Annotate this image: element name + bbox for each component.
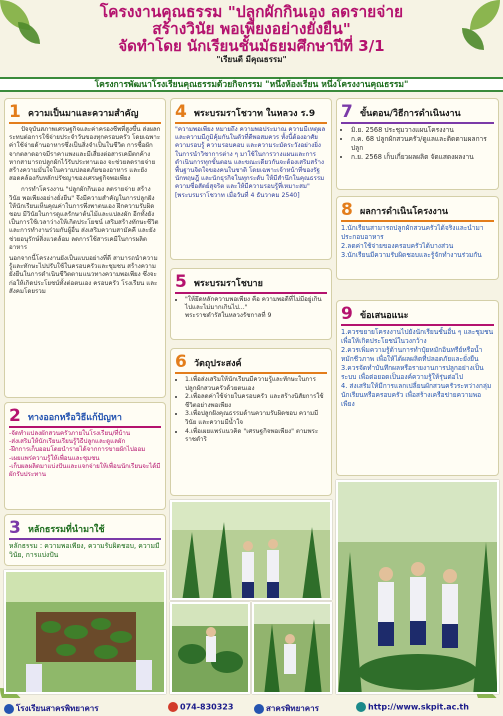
section-number: 9	[341, 304, 353, 324]
class-name: "เรียนดี มีคุณธรรม"	[216, 55, 287, 64]
section-title: ข้อเสนอแนะ	[359, 310, 409, 321]
list-item: -ส่งเสริมให้นักเรียนเรียนรู้วิธีปลูกและดูแลผัก	[9, 438, 126, 446]
list-item: • 2.เพื่อลดค่าใช้จ่ายในครอบครัว และสร้างนิสัยการใช้ชีวิตอย่างพอเพียง	[185, 393, 327, 410]
section-source: [พระบรมราโชวาท เมื่อวันที่ 4 ธันวาคม 2540]	[175, 191, 300, 199]
section-number: 7	[341, 102, 353, 122]
section-8	[336, 196, 499, 280]
section-title: พระบรมราโชวาท ในหลวง ร.9	[193, 108, 316, 119]
garden-photo	[170, 602, 250, 694]
section-title: วัตถุประสงค์	[193, 358, 242, 369]
list-item: 1.ควรขยายโครงงานไปยังนักเรียนชั้นอื่น ๆ และชุมชน เพื่อให้เกิดประโยชน์ในวงกว้าง	[341, 328, 494, 345]
section-number: 6	[175, 352, 187, 372]
globe-icon	[356, 702, 366, 712]
section-number: 2	[9, 406, 21, 426]
list-item: • 1.เพื่อส่งเสริมให้นักเรียนมีความรู้และทักษะในการปลูกผักสวนครัวด้วยตนเอง	[185, 376, 327, 393]
location-icon	[4, 704, 14, 714]
section-number: 5	[175, 272, 187, 292]
section-number: 4	[175, 102, 187, 122]
list-item: 3.ควรจัดทำบันทึกผลหรือรายงานการปลูกอย่างเป็นระบบ เพื่อต่อยอดเป็นองค์ความรู้ให้รุ่นต่อไป	[341, 364, 484, 381]
section-title: ผลการดำเนินโครงงาน	[359, 206, 449, 217]
section-9	[336, 300, 499, 476]
section-6	[170, 348, 332, 496]
list-item: -เก็บผลผลิตมาแบ่งปันและแจกจ่ายให้เพื่อนนักเรียนจะได้มีผักรับประทาน	[9, 462, 161, 479]
list-item: • 4.เพื่อเผยแพร่แนวคิด "เศรษฐกิจพอเพียง" ตามพระราชดำริ	[185, 428, 327, 445]
title-line-3: จัดทำโดย นักเรียนชั้นมัธยมศึกษาปีที่ 3/1	[118, 37, 385, 55]
footer-phone: 074-830323	[168, 702, 233, 712]
list-item: 3.นักเรียนมีความรับผิดชอบและรู้จักทำงานร่วมกัน	[341, 251, 482, 259]
section-title: ขั้นตอน/วิธีการดำเนินงาน	[359, 108, 461, 119]
project-bar: โครงการพัฒนาโรงเรียนคุณธรรมด้วยกิจกรรม "หนึ่งห้องเรียน หนึ่งโครงงานคุณธรรม"	[0, 77, 503, 92]
section-1	[4, 98, 166, 398]
students-photo	[336, 480, 499, 694]
section-body: "ความพอเพียง หมายถึง ความพอประมาณ ความมีเหตุผล และความมีภูมิคุ้มกันในตัวที่ดีพอสมควร ทั้งนี้ต้องอาศัยความรอบรู้ ความรอบคอบ และความระมัดระวังอย่างยิ่งในการนำวิชาการต่าง ๆ มาใช้ในการวางแผนและการดำเนินการทุกขั้นตอน และขณะเดียวกันจะต้องเสริมสร้างพื้นฐานจิตใจของคนในชาติ โดยเฉพาะเจ้าหน้าที่ของรัฐ นักทฤษฎี และนักธุรกิจในทุกระดับ ให้มีสำนึกในคุณธรรม ความซื่อสัตย์สุจริต และให้มีความรอบรู้ที่เหมาะสม"	[175, 126, 326, 191]
section-7	[336, 98, 499, 190]
list-item: • มิ.ย. 2568 ประชุมวางแผนโครงงาน	[351, 126, 494, 135]
list-item: -จัดทำแปลงผักสวนครัวภายในโรงเรียน/ที่บ้าน	[9, 430, 131, 437]
footer-website[interactable]: http://www.skpit.ac.th	[356, 702, 469, 712]
section-body: การทำโครงงาน "ปลูกผักกินเอง ลดรายจ่าย สร้างวินัย พอเพียงอย่างยั่งยืน" จึงมีความสำคัญในการปลูกฝังให้นักเรียนเห็นคุณค่าในการพึ่งพาตนเอง ฝึกความรับผิดชอบ มีวินัยในการดูแลรักษาต้นไม้และแปลงผัก อีกทั้งยังเป็นการใช้เวลาว่างให้เกิดประโยชน์ เสริมสร้างทักษะชีวิตและการทำงานร่วมกับผู้อื่น ส่งเสริมความสามัคคี และยังช่วยอนุรักษ์สิ่งแวดล้อม ลดการใช้สารเคมีในการผลิตอาหาร	[9, 186, 159, 251]
facebook-icon	[254, 704, 264, 714]
section-2	[4, 402, 166, 510]
phone-icon	[168, 702, 178, 712]
students-photo	[170, 500, 332, 600]
quote: • "ให้ยึดหลักความพอเพียง คือ ความพอดีที่ไม่มีอยู่เกินไปและไม่มากเกินไป..."	[185, 296, 327, 312]
list-item: -เผยแพร่ความรู้ให้เพื่อนและชุมชน	[9, 454, 100, 462]
section-5	[170, 268, 332, 340]
list-item: • 3.เพื่อปลูกฝังคุณธรรมด้านความรับผิดชอบ ความมีวินัย และความมีน้ำใจ	[185, 410, 327, 427]
section-title: ความเป็นมาและความสำคัญ	[27, 108, 139, 119]
list-item: • ก.ย. 2568 เก็บเกี่ยวผลผลิต จัดแสดงผลงาน	[351, 153, 494, 162]
garden-photo	[252, 602, 332, 694]
section-title: พระบรมราโชบาย	[193, 278, 263, 289]
title-line-1: โครงงานคุณธรรม "ปลูกผักกินเอง ลดรายจ่าย	[99, 3, 404, 21]
section-source: พระราชดำรัสในหลวงรัชกาลที่ 9	[185, 312, 272, 320]
section-title: หลักธรรมที่นำมาใช้	[27, 524, 105, 535]
list-item: 2.ลดค่าใช้จ่ายของครอบครัวได้บางส่วน	[341, 242, 454, 250]
section-number: 1	[9, 102, 21, 122]
garden-photo	[4, 570, 166, 694]
list-item: 4. ส่งเสริมให้มีการแลกเปลี่ยนผักสวนครัวระหว่างกลุ่มนักเรียนหรือครอบครัว เพื่อสร้างเครือข่ายความพอเพียง	[341, 382, 492, 408]
footer	[0, 698, 503, 716]
list-item: 1.นักเรียนสามารถปลูกผักสวนครัวได้จริงและนำมาประกอบอาหาร	[341, 224, 484, 241]
section-3	[4, 514, 166, 566]
section-number: 3	[9, 518, 21, 538]
section-number: 8	[341, 200, 353, 220]
section-body: นอกจากนี้โครงงานยังเป็นแบบอย่างที่ดี สามารถนำความรู้และทักษะไปปรับใช้ในครอบครัวและชุมชน สร้างความยั่งยืนในการดำเนินชีวิตตามแนวทางความพอเพียง ซึ่งจะก่อให้เกิดประโยชน์ทั้งต่อตนเอง ครอบครัว โรงเรียน และสังคมโดยรวม	[9, 255, 158, 295]
list-item: 2.ควรเพิ่มความรู้ด้านการทำปุ๋ยหมักอินทรีย์หรือน้ำหมักชีวภาพ เพื่อให้ได้ผลผลิตที่ปลอดภัยและยั่งยืน	[341, 346, 483, 363]
footer-facebook: สาครพิทยาคาร	[254, 702, 319, 715]
footer-school: โรงเรียนสาครพิทยาคาร	[4, 702, 99, 715]
section-body: หลักธรรม : ความพอเพียง, ความรับผิดชอบ, ความมีวินัย, การแบ่งปัน	[9, 542, 160, 559]
list-item: -ฝึกการเก็บออมโดยนำรายได้จากการขายผักไปออม	[9, 446, 146, 454]
title-line-2: สร้างวินัย พอเพียงอย่างยั่งยืน"	[152, 20, 351, 38]
section-body: ปัจจุบันสภาพเศรษฐกิจและค่าครองชีพที่สูงขึ้น ส่งผลกระทบต่อการใช้จ่ายประจำวันของทุกครอบครัว โดยเฉพาะค่าใช้จ่ายด้านอาหารซึ่งเป็นสิ่งจำเป็นในชีวิต การซื้อผักจากตลาดอาจมีราคาแพงและมีเสี่ยงต่อสารเคมีตกค้าง หากสามารถปลูกผักไว้รับประทานเอง จะช่วยลดรายจ่าย สร้างความมั่นใจในความปลอดภัยของอาหาร และยังสอดคล้องกับหลักปรัชญาของเศรษฐกิจพอเพียง	[9, 126, 161, 183]
section-title: ทางออกหรือวิธีแก้ปัญหา	[27, 412, 122, 423]
list-item: • ก.ค. 68 ปลูกผักสวนครัว/ดูแลและติดตามผลการปลูก	[351, 135, 494, 153]
section-4	[170, 98, 332, 260]
